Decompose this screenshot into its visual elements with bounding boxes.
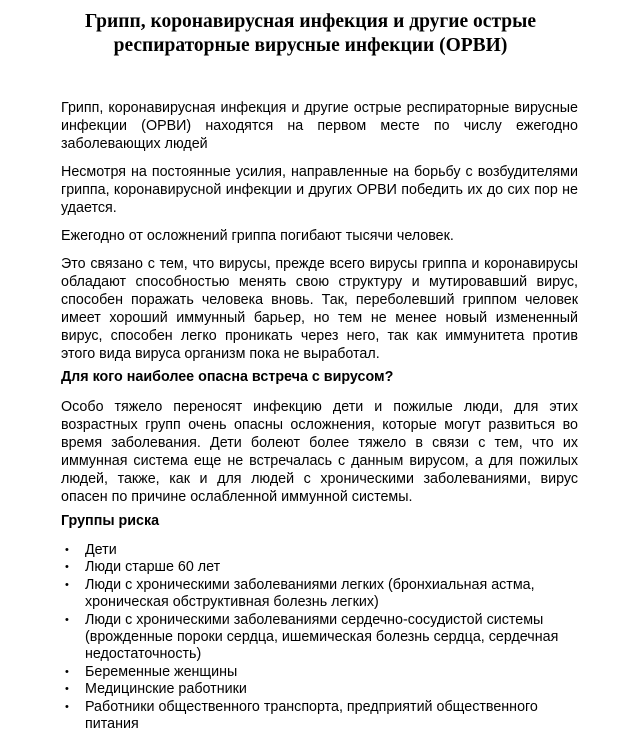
bullet-icon: • (65, 544, 69, 556)
list-item-text: Беременные женщины (85, 663, 238, 680)
list-item-text: Люди с хроническими заболеваниями легких (бронхиальная астма, хроническая обструктивная болезнь легких) (85, 576, 535, 611)
paragraph-intro: Грипп, коронавирусная инфекция и другие острые респираторные вирусные инфекции (ОРВИ) находятся на первом месте по числу ежегодно заболевающих людей (61, 100, 578, 152)
list-item (61, 699, 581, 733)
list-item-text: Люди с хроническими заболеваниями сердечно-сосудистой системы (врожденные пороки сердца, ишемическая болезнь сердца, сердечная недостаточность) (85, 611, 559, 663)
bullet-icon: • (65, 561, 69, 574)
list-item-text: Медицинские работники (85, 681, 247, 698)
bullet-icon: • (65, 683, 69, 696)
list-item (61, 612, 581, 664)
section-heading-danger: Для кого наиболее опасна встреча с вирусом? (61, 369, 394, 385)
list-item (61, 559, 581, 576)
bullet-icon: • (65, 613, 69, 626)
list-item-text: Люди старше 60 лет (85, 559, 221, 576)
bullet-icon: • (65, 700, 69, 713)
bullet-icon: • (65, 578, 69, 591)
section-heading-risk-groups: Группы риска (61, 513, 160, 529)
list-item (61, 681, 581, 698)
list-item (61, 542, 581, 559)
list-item (61, 664, 581, 681)
paragraph-deaths: Ежегодно от осложнений гриппа погибают тысячи человек. (61, 228, 454, 244)
risk-groups-list (61, 542, 581, 733)
document-title: Грипп, коронавирусная инфекция и другие острые респираторные вирусные инфекции (ОРВИ) (85, 11, 536, 56)
list-item-text: Дети (85, 542, 117, 558)
list-item (61, 577, 581, 612)
bullet-icon: • (65, 665, 69, 678)
list-item-text: Работники общественного транспорта, предприятий общественного питания (85, 698, 538, 733)
paragraph-mutation: Это связано с тем, что вирусы, прежде всего вирусы гриппа и коронавирусы обладают способностью менять свою структуру и мутировавший вирус, способен поражать человека вновь. Так, переболевший гриппом человек имеет хороший иммунный барьер, но тем не менее новый измененный вирус, способен легко проникать через него, так как иммунитета против этого вида вируса организм пока не выработал. (61, 256, 578, 362)
paragraph-danger: Особо тяжело переносят инфекцию дети и пожилые люди, для этих возрастных групп очень опасны осложнения, которые могут развиться во время заболевания. Дети болеют более тяжело в связи с тем, что их иммунная система еще не встречалась с данным вирусом, а для пожилых людей, также, как и для людей с хроническими заболеваниями, вирус опасен по причине ослабленной иммунной системы. (61, 399, 578, 505)
paragraph-efforts: Несмотря на постоянные усилия, направленные на борьбу с возбудителями гриппа, коронавирусной инфекции и других ОРВИ победить их до сих пор не удается. (61, 164, 578, 216)
